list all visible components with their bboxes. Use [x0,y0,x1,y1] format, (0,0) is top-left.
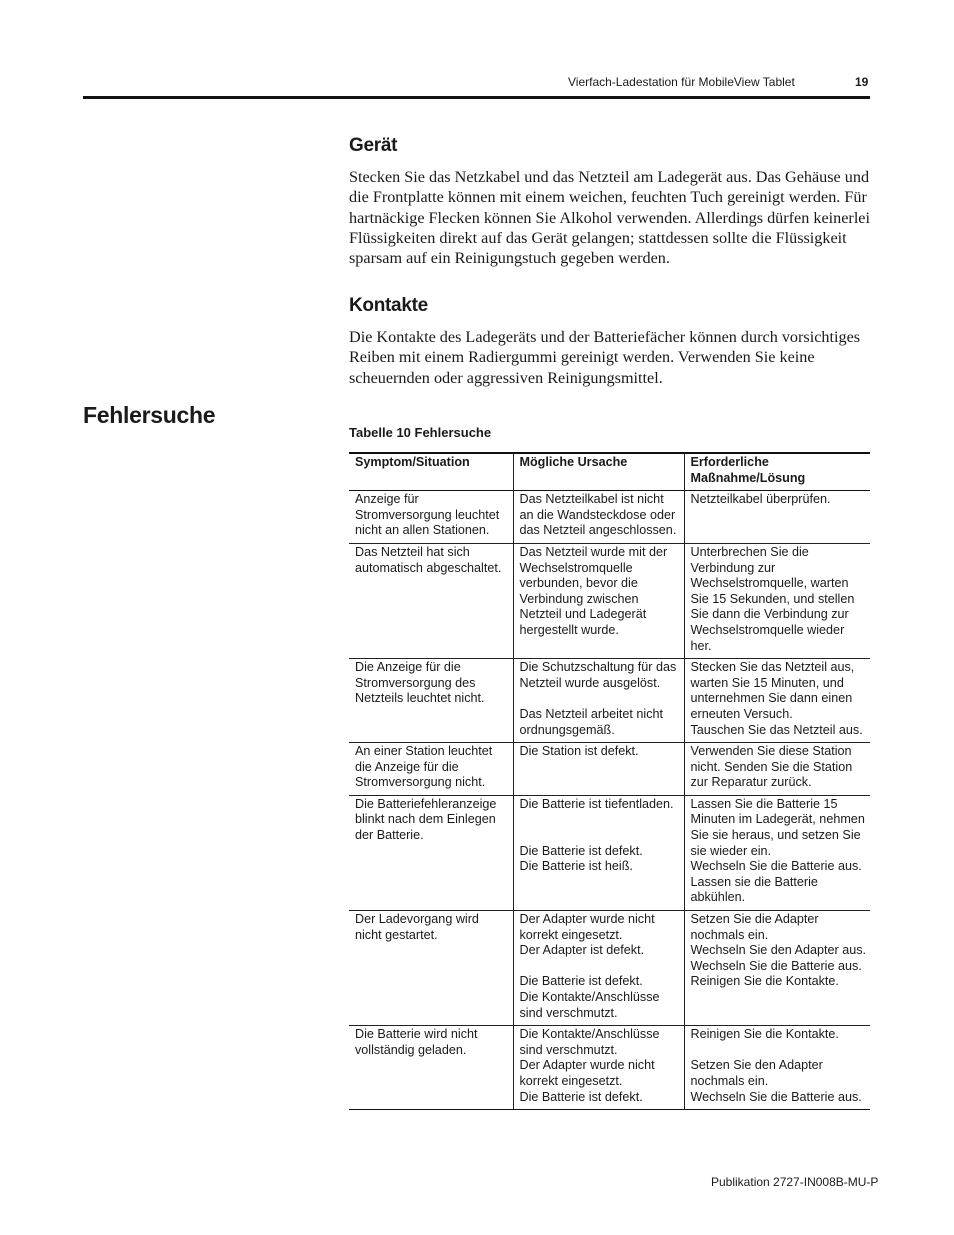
cell-cause [513,1026,684,1110]
cell-action [684,795,870,910]
header-rule [83,96,870,99]
cause-item: Die Schutzschaltung für das Netzteil wurde ausgelöst. [519,660,677,690]
paragraph-kontakte: Die Kontakte des Ladegeräts und der Batteriefächer können durch vorsichtiges Reiben mit einem Radiergummi gereinigt werden. Verwenden Sie keine scheuernden oder aggressiven Reinigungsmittel. [349,328,861,387]
cause-item: Die Kontakte/Anschlüsse sind verschmutzt. [519,1027,660,1057]
cause-item: Der Adapter wurde nicht korrekt eingesetzt. [519,1058,655,1088]
cell-symptom: Die Batterie wird nicht vollständig geladen. [349,1026,513,1110]
cell-cause [513,743,684,796]
table-caption: Tabelle 10 Fehlersuche [349,425,492,440]
action-item: Unterbrechen Sie die Verbindung zur Wechselstromquelle, warten Sie 15 Sekunden, und stellen Sie dann die Verbindung zur Wechselstromquelle wieder her. [690,544,855,653]
action-item: Setzen Sie den Adapter nochmals ein. [690,1058,823,1088]
cell-action [684,543,870,658]
action-item: Wechseln Sie die Batterie aus. [690,1089,862,1104]
cell-symptom: Die Anzeige für die Stromversorgung des Netzteils leuchtet nicht. [349,659,513,743]
cell-symptom: Anzeige für Stromversorgung leuchtet nicht an allen Stationen. [349,491,513,544]
cause-item: Die Batterie ist defekt. [519,843,643,858]
action-item: Wechseln Sie die Batterie aus. [690,958,862,973]
page-number: 19 [855,75,869,89]
cell-symptom: Das Netzteil hat sich automatisch abgeschaltet. [349,543,513,658]
cause-item: Der Adapter wurde nicht korrekt eingesetzt. [519,912,655,942]
cause-item: Das Netzteilkabel ist nicht an die Wandsteckdose oder das Netzteil angeschlossen. [519,492,677,538]
spacer [520,691,680,707]
cell-cause [513,491,684,544]
cell-action [684,911,870,1026]
cause-item: Der Adapter ist defekt. [519,943,645,958]
spacer [520,959,680,975]
action-item: Lassen Sie die Batterie 15 Minuten im Ladegerät, nehmen Sie sie heraus, und setzen Sie sie wieder ein. [690,796,865,858]
table-row [349,795,870,910]
table-row [349,911,870,1026]
spacer [520,812,680,828]
cell-symptom: Der Ladevorgang wird nicht gestartet. [349,911,513,1026]
cause-item: Die Batterie ist defekt. [519,974,643,989]
action-item: Verwenden Sie diese Station nicht. Senden Sie die Station zur Reparatur zurück. [690,744,853,790]
action-item: Setzen Sie die Adapter nochmals ein. [690,912,819,942]
cell-symptom: Die Batteriefehleranzeige blinkt nach dem Einlegen der Batterie. [349,795,513,910]
action-item: Stecken Sie das Netzteil aus, warten Sie 15 Minuten, und unternehmen Sie dann einen erneuten Versuch. [690,660,855,721]
cell-cause [513,911,684,1026]
cell-action [684,743,870,796]
cause-item: Die Kontakte/Anschlüsse sind verschmutzt. [519,990,660,1020]
heading-kontakte: Kontakte [349,295,428,316]
cause-item: Das Netzteil wurde mit der Wechselstromquelle verbunden, bevor die Verbindung zwischen Netzteil und Ladegerät hergestellt wurde. [519,544,668,637]
table-row [349,491,870,544]
troubleshooting-table [349,452,870,1110]
table-row [349,659,870,743]
cause-item: Die Batterie ist heiß. [519,859,633,874]
paragraph-geraet: Stecken Sie das Netzkabel und das Netzteil am Ladegerät aus. Das Gehäuse und die Frontplatte können mit einem weichen, feuchten Tuch gereinigt werden. Für hartnäckige Flecken können Sie Alkohol verwenden. Allerdings dürfen keinerlei Flüssigkeiten direkt auf das Gerät gelangen; stattdessen sollte die Flüssigkeit sparsam auf ein Reinigungstuch gegeben werden. [349,168,870,268]
cell-cause [513,795,684,910]
running-header-title: Vierfach-Ladestation für MobileView Tablet [568,75,795,89]
action-item: Netzteilkabel überprüfen. [690,492,831,507]
column-header-cause: Mögliche Ursache [513,453,684,491]
cause-item: Die Station ist defekt. [519,744,639,759]
table-header-row [349,453,870,491]
cause-item: Das Netzteil arbeitet nicht ordnungsgemäß. [519,706,663,737]
action-item: Tauschen Sie das Netzteil aus. [690,722,863,737]
cell-action [684,1026,870,1110]
cell-action [684,659,870,743]
heading-geraet: Gerät [349,135,398,156]
action-item: Lassen sie die Batterie abkühlen. [690,874,818,905]
cell-cause [513,543,684,658]
table-row [349,743,870,796]
table-row [349,543,870,658]
publication-footer: Publikation 2727-IN008B-MU-P [711,1175,879,1189]
table-row [349,1026,870,1110]
cell-cause [513,659,684,743]
action-item: Reinigen Sie die Kontakte. [690,1027,839,1042]
spacer [691,1043,867,1059]
cell-symptom: An einer Station leuchtet die Anzeige für die Stromversorgung nicht. [349,743,513,796]
action-item: Wechseln Sie die Batterie aus. [690,859,862,874]
cell-action [684,491,870,544]
heading-fehlersuche: Fehlersuche [83,402,216,428]
column-header-action: Erforderliche Maßnahme/Lösung [684,453,870,491]
action-item: Wechseln Sie den Adapter aus. [690,943,866,958]
spacer [520,828,680,844]
cause-item: Die Batterie ist tiefentladen. [519,796,674,811]
cause-item: Die Batterie ist defekt. [519,1089,643,1104]
action-item: Reinigen Sie die Kontakte. [690,974,839,989]
column-header-symptom: Symptom/Situation [349,453,513,491]
